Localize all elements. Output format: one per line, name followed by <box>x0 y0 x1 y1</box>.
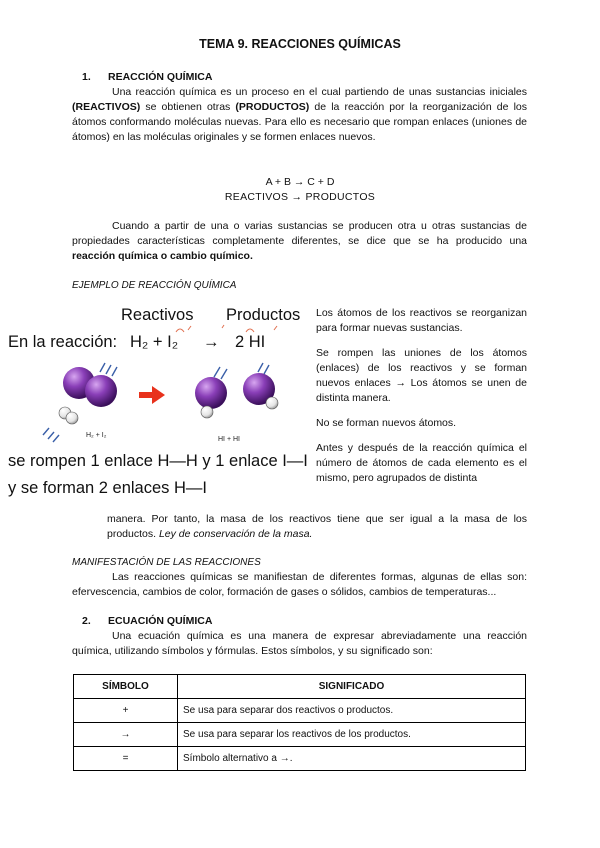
table-row <box>74 747 526 771</box>
manifestation-heading: MANIFESTACIÓN DE LAS REACCIONES <box>72 557 261 568</box>
section-1-paragraph-1 <box>72 85 527 145</box>
section-1-heading <box>82 70 212 85</box>
side-text-1: Los átomos de los reactivos se reorganizan para formar nuevas sustancias. <box>316 307 527 334</box>
table-header-row <box>74 675 526 699</box>
side-text-3: No se forman nuevos átomos. <box>316 417 457 429</box>
reaction-arrow-icon <box>139 386 165 404</box>
table-cell-symbol: → <box>74 723 178 747</box>
hi-molecule-2-icon <box>243 363 278 409</box>
product-caption: HI + HI <box>218 436 240 443</box>
p1-reactivos-bold: (REACTIVOS) <box>72 101 141 113</box>
table-cell-symbol: = <box>74 747 178 771</box>
symbols-table <box>73 674 526 771</box>
table-cell-meaning: Se usa para separar dos reactivos o productos. <box>178 699 526 723</box>
figure-reaction-product: 2 HI <box>235 333 266 351</box>
table-row <box>74 699 526 723</box>
section-2-text: Una ecuación química es una manera de expresar abreviadamente una reacción química, utilizando símbolos y fórmulas. Estos símbolos, y su significado son: <box>72 630 527 657</box>
molecule-illustration <box>35 355 285 447</box>
example-side-text <box>316 306 527 496</box>
continuation-text: manera. Por tanto, la masa de los reactivos tiene que ser igual a la masa de los productos. <box>107 513 527 540</box>
side-text-2: Se rompen las uniones de los átomos (enlaces) de los reactivos y se forman nuevos enlaces → Los átomos se unen de distinta manera. <box>316 347 527 404</box>
table-cell-symbol: + <box>74 699 178 723</box>
figure-label-productos: Productos <box>226 306 301 324</box>
table-header-meaning: SIGNIFICADO <box>178 675 526 699</box>
figure-reaction-equation: H₂ + I₂ <box>130 333 179 351</box>
table-header-symbol: SÍMBOLO <box>74 675 178 699</box>
equation-reactivos-productos: REACTIVOS → PRODUCTOS <box>224 191 376 203</box>
section-2-heading <box>82 614 212 629</box>
p1-productos-bold: (PRODUCTOS) <box>235 101 310 113</box>
table-row <box>74 723 526 747</box>
h2-molecule-icon <box>43 407 78 442</box>
manifestation-text: Las reacciones químicas se manifiestan de diferentes formas, algunas de ellas son: efervescencia, cambios de color, formación de gases o sólidos, cambios de temperaturas... <box>72 571 527 598</box>
figure-line-2: y se forman 2 enlaces H—I <box>8 479 207 497</box>
section-1-paragraph-2 <box>72 219 527 264</box>
figure-reaction-arrow: → <box>203 333 220 351</box>
reactant-caption: H₂ + I₂ <box>86 432 107 439</box>
table-cell-meaning: Símbolo alternativo a →. <box>178 747 526 771</box>
p2-text: Cuando a partir de una o varias sustancias se producen otra u otras sustancias de propiedades características completamente diferentes, se dice que se ha producido una <box>72 220 527 247</box>
hi-molecule-1-icon <box>195 367 227 418</box>
i2-molecule-icon <box>63 363 117 407</box>
section-1-number: 1. <box>82 71 91 83</box>
side-text-4: Antes y después de la reacción química el número de átomos de cada elemento es el mismo, pero agrupados de distinta <box>316 442 527 484</box>
p1-text-a: Una reacción química es un proceso en el cual partiendo de unas sustancias iniciales <box>112 86 527 98</box>
section-1-title: REACCIÓN QUÍMICA <box>108 71 213 83</box>
section-2-title: ECUACIÓN QUÍMICA <box>108 615 213 627</box>
figure-reaction-prefix: En la reacción: <box>8 333 118 351</box>
figure-label-reactivos: Reactivos <box>121 306 194 324</box>
page-title: TEMA 9. REACCIONES QUÍMICAS <box>199 37 401 51</box>
section-2-number: 2. <box>82 615 91 627</box>
example-heading: EJEMPLO DE REACCIÓN QUÍMICA <box>72 280 237 291</box>
equation-abcd: A + B → C + D <box>265 176 335 188</box>
p2-bold: reacción química o cambio químico. <box>72 250 253 262</box>
figure-line-1: se rompen 1 enlace H—H y 1 enlace I—I <box>8 452 308 470</box>
continuation-italic: Ley de conservación de la masa. <box>158 528 313 540</box>
example-continuation <box>107 512 527 542</box>
table-cell-meaning: Se usa para separar los reactivos de los productos. <box>178 723 526 747</box>
p1-text-b: se obtienen otras <box>140 101 236 113</box>
reaction-figure <box>0 300 315 505</box>
p1-text-c: de la reacción por la reorganización de los átomos conformando moléculas nuevas. Para ello es necesario que rompan enlaces (uniones de átomos) en las moléculas originales y se formen enlaces nuevos. <box>72 101 528 143</box>
